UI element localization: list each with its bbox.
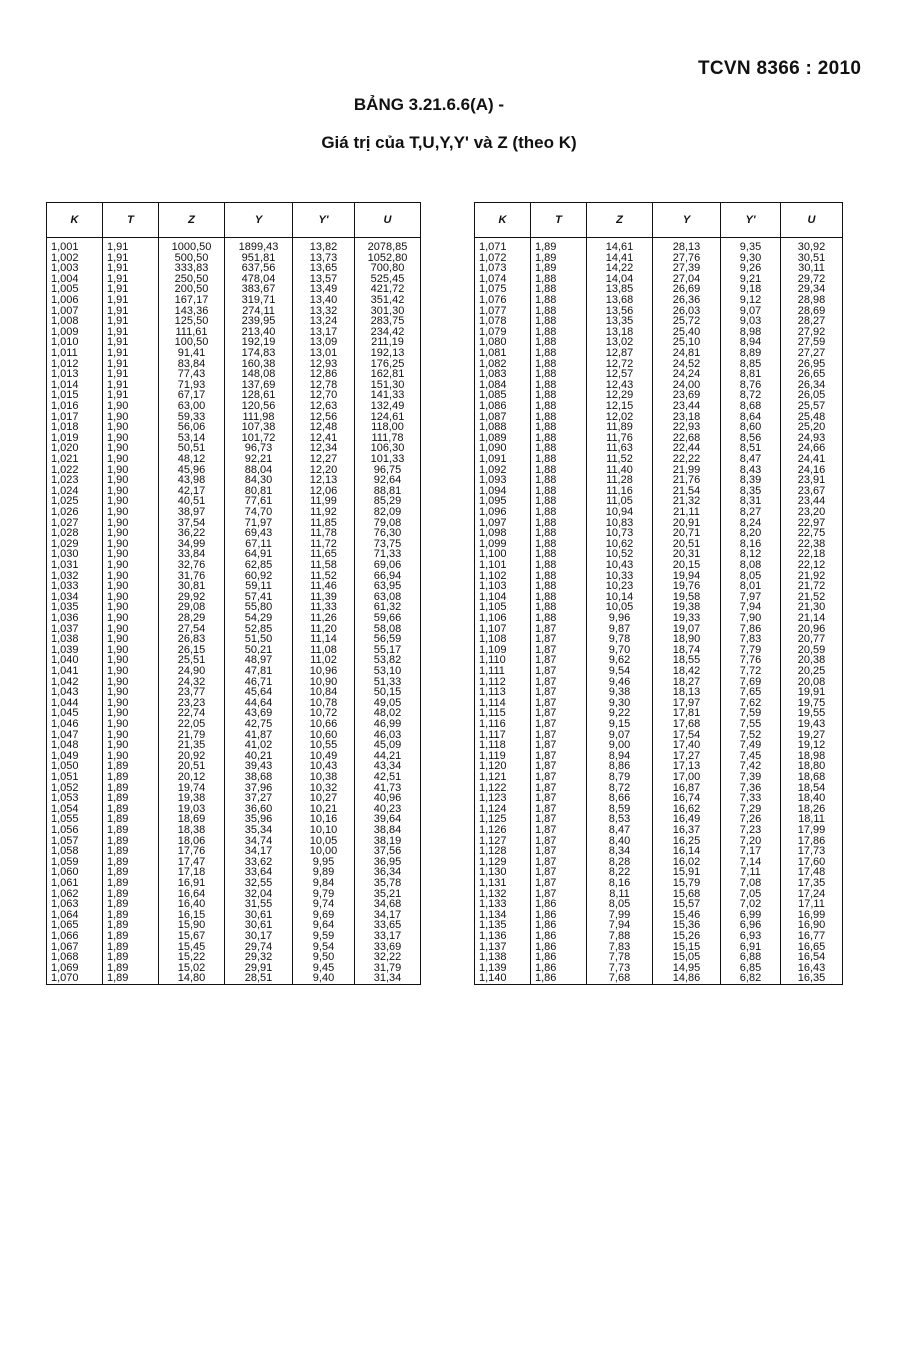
cell-u: 16,77 16,65 16,54 16,43 16,35 [781,931,843,985]
cell-k: 1,086 1,087 1,088 1,089 1,090 [475,401,531,454]
cell-yp: 8,68 8,64 8,60 8,56 8,51 [721,401,781,454]
table-title: BẢNG 3.21.6.6(A) - [353,95,505,114]
cell-yp: 13,82 13,73 13,65 13,57 13,49 [293,242,355,295]
cell-k: 1,001 1,002 1,003 1,004 1,005 [47,242,103,295]
cell-z: 9,15 9,07 9,00 8,94 8,86 [587,719,653,772]
cell-u: 82,09 79,08 76,30 73,75 71,33 [355,507,421,560]
cell-yp: 9,84 9,79 9,74 9,69 9,64 [293,878,355,931]
cell-z: 167,17 143,36 125,50 111,61 100,50 [159,295,225,348]
cell-yp: 9,12 9,07 9,03 8,98 8,94 [721,295,781,348]
cell-y: 28,13 27,76 27,39 27,04 26,69 [653,242,721,295]
cell-yp: 6,93 6,91 6,88 6,85 6,82 [721,931,781,985]
cell-yp: 10,38 10,32 10,27 10,21 10,16 [293,772,355,825]
cell-yp: 7,90 7,86 7,83 7,79 7,76 [721,613,781,666]
cell-u: 23,20 22,97 22,75 22,38 22,18 [781,507,843,560]
header-y: Y [653,203,721,238]
header-z: Z [159,203,225,238]
cell-u: 192,13 176,25 162,81 151,30 141,33 [355,348,421,401]
cell-y: 35,34 34,74 34,17 33,62 33,64 [225,825,293,878]
cell-z: 12,15 12,02 11,89 11,76 11,63 [587,401,653,454]
table-row-group [475,666,843,719]
header-y-prime: Y' [293,203,355,238]
cell-y: 1899,43 951,81 637,56 478,04 383,67 [225,242,293,295]
cell-z: 1000,50 500,50 333,83 250,50 200,50 [159,242,225,295]
cell-k: 1,071 1,072 1,073 1,074 1,075 [475,242,531,295]
cell-t: 1,90 1,90 1,90 1,90 1,90 [103,507,159,560]
cell-yp: 10,66 10,60 10,55 10,49 10,43 [293,719,355,772]
cell-yp: 10,10 10,05 10,00 9,95 9,89 [293,825,355,878]
table-row-group [475,295,843,348]
cell-t: 1,91 1,91 1,91 1,91 1,91 [103,295,159,348]
cell-k: 1,106 1,107 1,108 1,109 1,110 [475,613,531,666]
cell-yp: 9,35 9,30 9,26 9,21 9,18 [721,242,781,295]
cell-yp: 11,58 11,52 11,46 11,39 11,33 [293,560,355,613]
table-row-group [47,507,421,560]
cell-y: 15,79 15,68 15,57 15,46 15,36 [653,878,721,931]
cell-z: 13,68 13,56 13,35 13,18 13,02 [587,295,653,348]
cell-z: 8,79 8,72 8,66 8,59 8,53 [587,772,653,825]
cell-y: 22,22 21,99 21,76 21,54 21,32 [653,454,721,507]
cell-k: 1,051 1,052 1,053 1,054 1,055 [47,772,103,825]
cell-z: 8,47 8,40 8,34 8,28 8,22 [587,825,653,878]
cell-u: 20,25 20,08 19,91 19,75 19,55 [781,666,843,719]
cell-z: 20,12 19,74 19,38 19,03 18,69 [159,772,225,825]
cell-u: 69,06 66,94 63,95 63,08 61,32 [355,560,421,613]
cell-k: 1,066 1,067 1,068 1,069 1,070 [47,931,103,985]
cell-k: 1,111 1,112 1,113 1,114 1,115 [475,666,531,719]
table-row-group [47,454,421,507]
cell-k: 1,091 1,092 1,093 1,094 1,095 [475,454,531,507]
cell-yp: 11,92 11,85 11,78 11,72 11,65 [293,507,355,560]
cell-z: 91,41 83,84 77,43 71,93 67,17 [159,348,225,401]
table-row-group [47,295,421,348]
cell-u: 27,27 26,95 26,65 26,34 26,05 [781,348,843,401]
table-row-group [475,878,843,931]
table-row-group [47,242,421,295]
cell-k: 1,026 1,027 1,028 1,029 1,030 [47,507,103,560]
cell-y: 38,68 37,96 37,27 36,60 35,96 [225,772,293,825]
right-value-table [474,202,843,985]
table-row-group [47,931,421,985]
header-u: U [355,203,421,238]
cell-y: 24,81 24,52 24,24 24,00 23,69 [653,348,721,401]
cell-u: 132,49 124,61 118,00 111,78 106,30 [355,401,421,454]
cell-u: 53,10 51,33 50,15 49,05 48,02 [355,666,421,719]
cell-u: 30,92 30,51 30,11 29,72 29,34 [781,242,843,295]
cell-z: 9,54 9,46 9,38 9,30 9,22 [587,666,653,719]
cell-t: 1,91 1,91 1,91 1,91 1,91 [103,348,159,401]
cell-u: 24,41 24,16 23,91 23,67 23,44 [781,454,843,507]
cell-yp: 12,63 12,56 12,48 12,41 12,34 [293,401,355,454]
cell-k: 1,031 1,032 1,033 1,034 1,035 [47,560,103,613]
cell-t: 1,90 1,90 1,90 1,90 1,90 [103,666,159,719]
standard-number: TCVN 8366 : 2010 [698,58,862,79]
cell-t: 1,88 1,88 1,88 1,88 1,88 [531,348,587,401]
cell-k: 1,021 1,022 1,023 1,024 1,025 [47,454,103,507]
cell-y: 74,70 71,97 69,43 67,11 64,91 [225,507,293,560]
cell-u: 22,12 21,92 21,72 21,52 21,30 [781,560,843,613]
cell-y: 92,21 88,04 84,30 80,81 77,61 [225,454,293,507]
cell-u: 17,99 17,86 17,73 17,60 17,48 [781,825,843,878]
cell-yp: 7,72 7,69 7,65 7,62 7,59 [721,666,781,719]
cell-k: 1,046 1,047 1,048 1,049 1,050 [47,719,103,772]
header-y: Y [225,203,293,238]
cell-t: 1,90 1,90 1,90 1,90 1,89 [103,719,159,772]
cell-k: 1,101 1,102 1,103 1,104 1,105 [475,560,531,613]
table-row-group [475,719,843,772]
cell-z: 18,38 18,06 17,76 17,47 17,18 [159,825,225,878]
cell-t: 1,88 1,87 1,87 1,87 1,87 [531,613,587,666]
cell-u: 101,33 96,75 92,64 88,81 85,29 [355,454,421,507]
cell-z: 38,97 37,54 36,22 34,99 33,84 [159,507,225,560]
table-row-group [47,560,421,613]
cell-t: 1,90 1,90 1,90 1,90 1,90 [103,401,159,454]
cell-t: 1,89 1,89 1,89 1,89 1,89 [103,825,159,878]
cell-k: 1,121 1,122 1,123 1,124 1,125 [475,772,531,825]
cell-t: 1,89 1,89 1,89 1,88 1,88 [531,242,587,295]
cell-u: 33,17 33,69 32,22 31,79 31,34 [355,931,421,985]
header-k: K [475,203,531,238]
cell-yp: 8,08 8,05 8,01 7,97 7,94 [721,560,781,613]
table-row-group [475,560,843,613]
cell-u: 21,14 20,96 20,77 20,59 20,38 [781,613,843,666]
cell-z: 63,00 59,33 56,06 53,14 50,51 [159,401,225,454]
cell-y: 174,83 160,38 148,08 137,69 128,61 [225,348,293,401]
cell-yp: 7,08 7,05 7,02 6,99 6,96 [721,878,781,931]
cell-k: 1,041 1,042 1,043 1,044 1,045 [47,666,103,719]
cell-z: 9,96 9,87 9,78 9,70 9,62 [587,613,653,666]
header-t: T [103,203,159,238]
cell-k: 1,036 1,037 1,038 1,039 1,040 [47,613,103,666]
cell-yp: 13,40 13,32 13,24 13,17 13,09 [293,295,355,348]
cell-k: 1,131 1,132 1,133 1,134 1,135 [475,878,531,931]
cell-y: 62,85 60,92 59,11 57,41 55,80 [225,560,293,613]
header-z: Z [587,203,653,238]
cell-z: 28,29 27,54 26,83 26,15 25,51 [159,613,225,666]
cell-k: 1,061 1,062 1,063 1,064 1,065 [47,878,103,931]
cell-y: 32,55 32,04 31,55 30,61 30,61 [225,878,293,931]
cell-y: 30,17 29,74 29,32 29,91 28,51 [225,931,293,985]
cell-k: 1,081 1,082 1,083 1,084 1,085 [475,348,531,401]
table-row-group [475,348,843,401]
cell-u: 42,51 41,73 40,96 40,23 39,64 [355,772,421,825]
cell-y: 16,37 16,25 16,14 16,02 15,91 [653,825,721,878]
cell-k: 1,016 1,017 1,018 1,019 1,020 [47,401,103,454]
cell-z: 10,94 10,83 10,73 10,62 10,52 [587,507,653,560]
cell-yp: 7,55 7,52 7,49 7,45 7,42 [721,719,781,772]
cell-t: 1,87 1,87 1,87 1,87 1,87 [531,825,587,878]
cell-y: 17,00 16,87 16,74 16,62 16,49 [653,772,721,825]
cell-yp: 9,59 9,54 9,50 9,45 9,40 [293,931,355,985]
cell-t: 1,88 1,88 1,88 1,88 1,88 [531,560,587,613]
table-row-group [47,719,421,772]
cell-z: 12,87 12,72 12,57 12,43 12,29 [587,348,653,401]
cell-yp: 10,96 10,90 10,84 10,78 10,72 [293,666,355,719]
cell-k: 1,006 1,007 1,008 1,009 1,010 [47,295,103,348]
cell-t: 1,88 1,88 1,88 1,88 1,88 [531,507,587,560]
cell-k: 1,126 1,127 1,128 1,129 1,130 [475,825,531,878]
cell-t: 1,88 1,88 1,88 1,88 1,88 [531,401,587,454]
cell-yp: 13,01 12,93 12,86 12,78 12,70 [293,348,355,401]
header-k: K [47,203,103,238]
cell-z: 32,76 31,76 30,81 29,92 29,08 [159,560,225,613]
table-row-group [475,507,843,560]
table-row-group [475,772,843,825]
cell-u: 17,35 17,24 17,11 16,99 16,90 [781,878,843,931]
cell-yp: 8,47 8,43 8,39 8,35 8,31 [721,454,781,507]
table-row-group [47,613,421,666]
cell-u: 38,84 38,19 37,56 36,95 36,34 [355,825,421,878]
cell-z: 11,52 11,40 11,28 11,16 11,05 [587,454,653,507]
cell-yp: 7,39 7,36 7,33 7,29 7,26 [721,772,781,825]
table-row-group [47,825,421,878]
cell-y: 54,29 52,85 51,50 50,21 48,97 [225,613,293,666]
cell-k: 1,116 1,117 1,118 1,119 1,120 [475,719,531,772]
cell-t: 1,87 1,87 1,87 1,87 1,87 [531,666,587,719]
table-row-group [47,348,421,401]
cell-t: 1,87 1,87 1,87 1,87 1,87 [531,772,587,825]
cell-y: 17,68 17,54 17,40 17,27 17,13 [653,719,721,772]
cell-t: 1,90 1,90 1,90 1,90 1,90 [103,613,159,666]
cell-z: 48,12 45,96 43,98 42,17 40,51 [159,454,225,507]
table-row-group [47,878,421,931]
left-value-table [46,202,421,985]
table-row-group [47,666,421,719]
table-row-group [475,613,843,666]
cell-t: 1,89 1,89 1,89 1,89 1,89 [103,772,159,825]
table-row-group [47,401,421,454]
cell-t: 1,86 1,86 1,86 1,86 1,86 [531,931,587,985]
table-row-group [475,401,843,454]
cell-k: 1,096 1,097 1,098 1,099 1,100 [475,507,531,560]
cell-k: 1,076 1,077 1,078 1,079 1,080 [475,295,531,348]
cell-u: 25,57 25,48 25,20 24,93 24,66 [781,401,843,454]
header-t: T [531,203,587,238]
cell-y: 23,44 23,18 22,93 22,68 22,44 [653,401,721,454]
cell-t: 1,88 1,88 1,88 1,88 1,88 [531,295,587,348]
cell-z: 10,43 10,33 10,23 10,14 10,05 [587,560,653,613]
cell-yp: 8,89 8,85 8,81 8,76 8,72 [721,348,781,401]
cell-y: 15,26 15,15 15,05 14,95 14,86 [653,931,721,985]
cell-u: 19,43 19,27 19,12 18,98 18,80 [781,719,843,772]
cell-y: 18,42 18,27 18,13 17,97 17,81 [653,666,721,719]
cell-z: 16,91 16,64 16,40 16,15 15,90 [159,878,225,931]
table-row-group [475,454,843,507]
cell-y: 120,56 111,98 107,38 101,72 96,73 [225,401,293,454]
cell-k: 1,011 1,012 1,013 1,014 1,015 [47,348,103,401]
cell-z: 14,61 14,41 14,22 14,04 13,85 [587,242,653,295]
cell-y: 42,75 41,87 41,02 40,21 39,43 [225,719,293,772]
table-subtitle: Giá trị của T,U,Y,Y' và Z (theo K) [321,133,577,152]
cell-u: 59,66 58,08 56,59 55,17 53,82 [355,613,421,666]
cell-y: 47,81 46,71 45,64 44,64 43,69 [225,666,293,719]
cell-z: 22,05 21,79 21,35 20,92 20,51 [159,719,225,772]
cell-t: 1,88 1,88 1,88 1,88 1,88 [531,454,587,507]
cell-k: 1,136 1,137 1,138 1,139 1,140 [475,931,531,985]
cell-z: 24,90 24,32 23,77 23,23 22,74 [159,666,225,719]
table-row-group [475,825,843,878]
cell-z: 7,88 7,83 7,78 7,73 7,68 [587,931,653,985]
cell-u: 18,68 18,54 18,40 18,26 18,11 [781,772,843,825]
cell-y: 319,71 274,11 239,95 213,40 192,19 [225,295,293,348]
cell-yp: 12,27 12,20 12,13 12,06 11,99 [293,454,355,507]
cell-t: 1,89 1,89 1,89 1,89 1,89 [103,931,159,985]
cell-u: 2078,85 1052,80 700,80 525,45 421,72 [355,242,421,295]
cell-y: 21,11 20,91 20,71 20,51 20,31 [653,507,721,560]
cell-u: 35,78 35,21 34,68 34,17 33,65 [355,878,421,931]
header-y-prime: Y' [721,203,781,238]
cell-t: 1,87 1,87 1,86 1,86 1,86 [531,878,587,931]
cell-t: 1,90 1,90 1,90 1,90 1,90 [103,454,159,507]
cell-t: 1,90 1,90 1,90 1,90 1,90 [103,560,159,613]
cell-yp: 11,26 11,20 11,14 11,08 11,02 [293,613,355,666]
cell-u: 46,99 46,03 45,09 44,21 43,34 [355,719,421,772]
cell-t: 1,89 1,89 1,89 1,89 1,89 [103,878,159,931]
cell-t: 1,91 1,91 1,91 1,91 1,91 [103,242,159,295]
cell-yp: 7,23 7,20 7,17 7,14 7,11 [721,825,781,878]
table-row-group [475,931,843,985]
header-u: U [781,203,843,238]
cell-z: 15,67 15,45 15,22 15,02 14,80 [159,931,225,985]
cell-y: 19,33 19,07 18,90 18,74 18,55 [653,613,721,666]
cell-t: 1,87 1,87 1,87 1,87 1,87 [531,719,587,772]
cell-k: 1,056 1,057 1,058 1,059 1,060 [47,825,103,878]
cell-y: 26,36 26,03 25,72 25,40 25,10 [653,295,721,348]
cell-y: 20,15 19,94 19,76 19,58 19,38 [653,560,721,613]
cell-u: 28,98 28,69 28,27 27,92 27,59 [781,295,843,348]
cell-z: 8,16 8,11 8,05 7,99 7,94 [587,878,653,931]
table-row-group [47,772,421,825]
cell-yp: 8,27 8,24 8,20 8,16 8,12 [721,507,781,560]
table-row-group [475,242,843,295]
cell-u: 351,42 301,30 283,75 234,42 211,19 [355,295,421,348]
